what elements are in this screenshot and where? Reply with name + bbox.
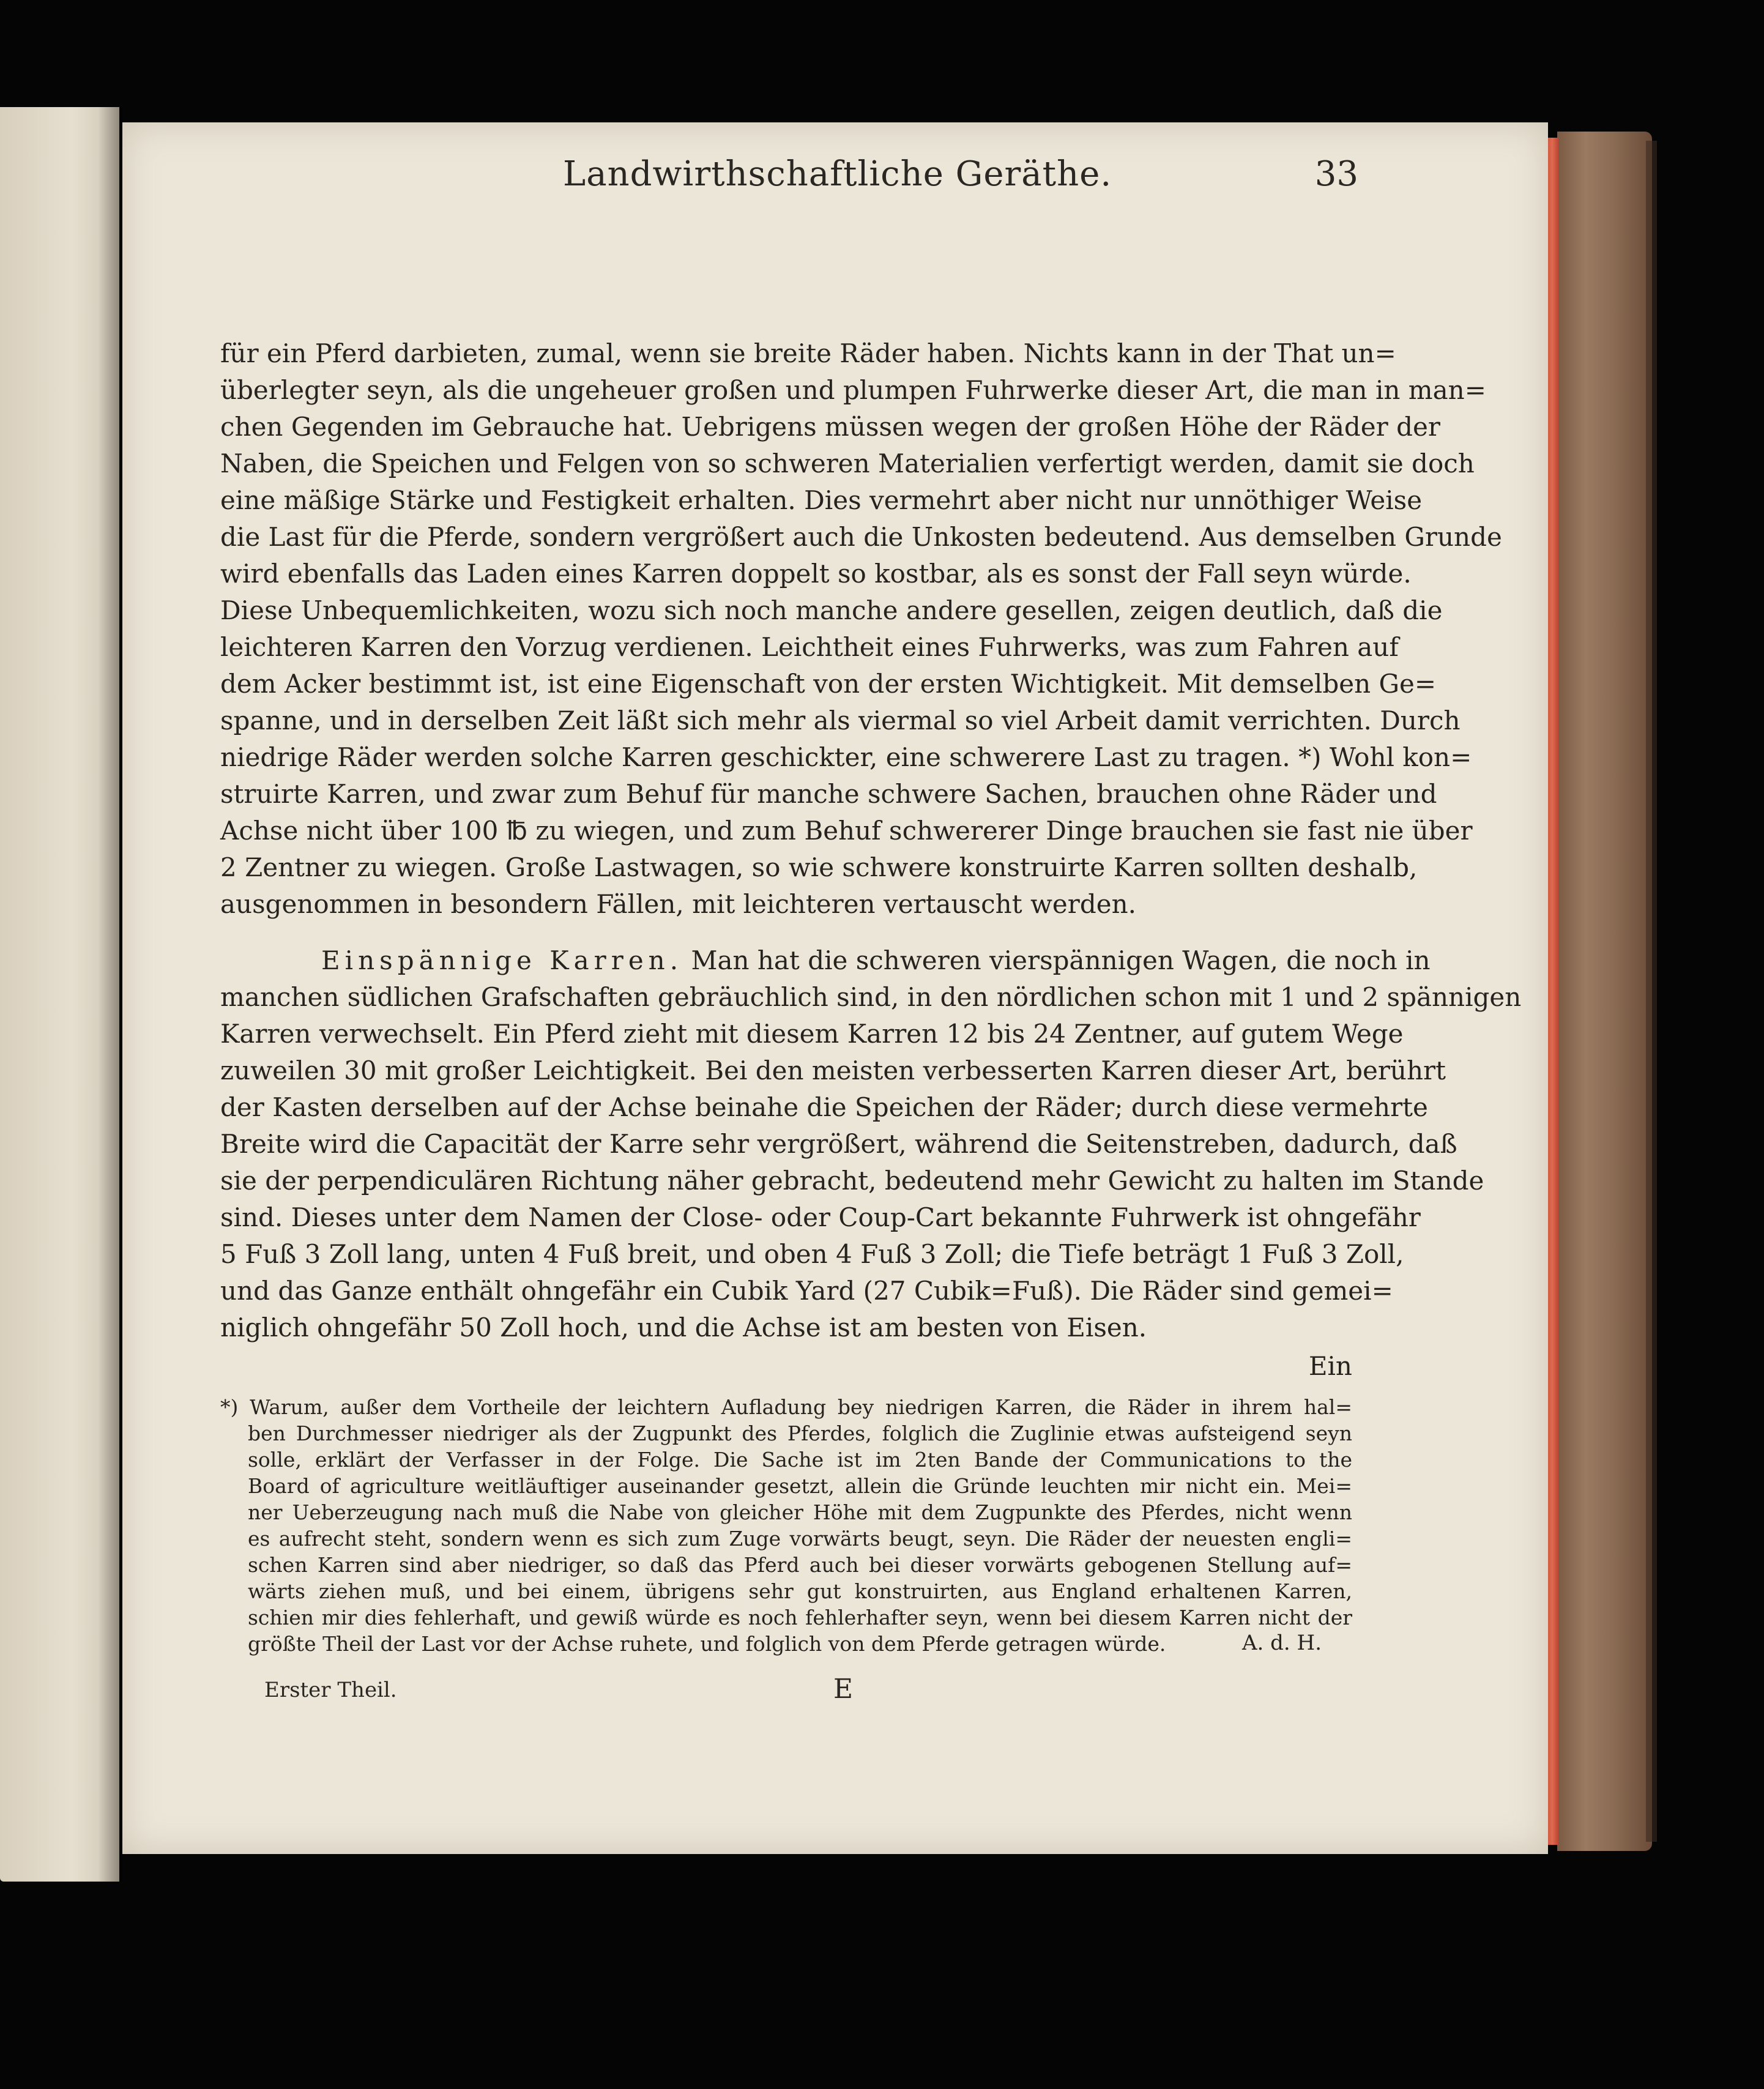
text-line: spanne, und in derselben Zeit läßt sich mehr als viermal so viel Arbeit damit verrichten. Durch — [220, 706, 1461, 735]
footnote-line: solle, erklärt der Verfasser in der Folge. Die Sache ist im 2ten Bande der Communications to the — [248, 1448, 1352, 1472]
text-line: wird ebenfalls das Laden eines Karren doppelt so kostbar, als es sonst der Fall seyn würde. — [220, 559, 1412, 589]
text-line: ausgenommen in besondern Fällen, mit leichteren vertauscht werden. — [220, 889, 1136, 919]
binding-edge — [1646, 141, 1657, 1842]
text-line: und das Ganze enthält ohngefähr ein Cubik Yard (27 Cubik=Fuß). Die Räder sind gemei= — [220, 1276, 1393, 1306]
text-line: 2 Zentner zu wiegen. Große Lastwagen, so wie schwere konstruirte Karren sollten deshalb, — [220, 852, 1418, 882]
red-page-edge — [1546, 138, 1558, 1845]
footnote-line: *) Warum, außer dem Vortheile der leichtern Aufladung bey niedrigen Karren, die Räder in ihrem hal= — [220, 1395, 1352, 1419]
text-line: sie der perpendiculären Richtung näher gebracht, bedeutend mehr Gewicht zu halten im Stande — [220, 1166, 1484, 1196]
text-line: der Kasten derselben auf der Achse beinahe die Speichen der Räder; durch diese vermehrte — [220, 1092, 1428, 1122]
text-run: Man hat die schweren vierspännigen Wagen, die noch in — [691, 945, 1431, 975]
book-binding — [1557, 132, 1652, 1851]
text-line: niedrige Räder werden solche Karren geschickter, eine schwerere Last zu tragen. *) Wohl kon= — [220, 742, 1472, 772]
text-line: überlegter seyn, als die ungeheuer großen und plumpen Fuhrwerke dieser Art, die man in man= — [220, 375, 1486, 405]
footnote — [220, 1394, 1352, 1657]
gutter-shadow — [98, 107, 122, 1882]
text-line: Achse nicht über 100 ℔ zu wiegen, und zum Behuf schwererer Dinge brauchen sie fast nie über — [220, 816, 1473, 846]
text-line: 5 Fuß 3 Zoll lang, unten 4 Fuß breit, und oben 4 Fuß 3 Zoll; die Tiefe beträgt 1 Fuß 3 Zoll, — [220, 1239, 1404, 1269]
main-text — [220, 335, 1522, 1346]
text-line: struirte Karren, und zwar zum Behuf für manche schwere Sachen, brauchen ohne Räder und — [220, 779, 1437, 809]
text-line: niglich ohngefähr 50 Zoll hoch, und die Achse ist am besten von Eisen. — [220, 1313, 1147, 1342]
footnote-line: es aufrecht steht, sondern wenn es sich zum Zuge vorwärts beugt, seyn. Die Räder der neuesten engli= — [248, 1527, 1352, 1551]
text-line: chen Gegenden im Gebrauche hat. Uebrigens müssen wegen der großen Höhe der Räder der — [220, 412, 1440, 442]
volume-label: Erster Theil. — [264, 1678, 397, 1702]
footnote-line: schen Karren sind aber niedriger, so daß das Pferd auch bei dieser vorwärts gebogenen Stellung auf= — [248, 1553, 1352, 1577]
signature-mark: E — [833, 1674, 854, 1705]
footnote-line: schien mir dies fehlerhaft, und gewiß würde es noch fehlerhafter seyn, wenn bei diesem Karren nicht der — [248, 1606, 1352, 1629]
footnote-line: wärts ziehen muß, und bei einem, übrigens sehr gut konstruirten, aus England erhaltenen Karren, — [248, 1579, 1352, 1603]
text-line: Breite wird die Capacität der Karre sehr vergrößert, während die Seitenstreben, dadurch, daß — [220, 1129, 1457, 1159]
footnote-line: größte Theil der Last vor der Achse ruhete, und folglich von dem Pferde getragen würde. — [248, 1632, 1166, 1656]
text-line: Naben, die Speichen und Felgen von so schweren Materialien verfertigt werden, damit sie doch — [220, 449, 1475, 478]
text-line: zuweilen 30 mit großer Leichtigkeit. Bei den meisten verbesserten Karren dieser Art, berührt — [220, 1056, 1446, 1085]
text-line: dem Acker bestimmt ist, ist eine Eigenschaft von der ersten Wichtigkeit. Mit demselben Ge= — [220, 669, 1437, 699]
section-first-line — [220, 942, 1431, 979]
catchword: Ein — [1308, 1351, 1352, 1381]
text-line: für ein Pferd darbieten, zumal, wenn sie breite Räder haben. Nichts kann in der That un= — [220, 338, 1396, 368]
text-line: Karren verwechselt. Ein Pferd zieht mit diesem Karren 12 bis 24 Zentner, auf gutem Wege — [220, 1019, 1404, 1049]
section-heading: Einspännige Karren. — [321, 945, 683, 975]
page-number: 33 — [1314, 154, 1358, 194]
text-line: Diese Unbequemlichkeiten, wozu sich noch manche andere gesellen, zeigen deutlich, daß die — [220, 595, 1443, 625]
footnote-line: ner Ueberzeugung nach muß die Nabe von gleicher Höhe mit dem Zugpunkte des Pferdes, nicht wenn — [248, 1500, 1352, 1524]
running-head: Landwirthschaftliche Geräthe. — [563, 154, 1112, 194]
footnote-line: Board of agriculture weitläuftiger auseinander gesetzt, allein die Gründe leuchten mir nicht ein. Mei= — [248, 1474, 1352, 1498]
text-line: leichteren Karren den Vorzug verdienen. Leichtheit eines Fuhrwerks, was zum Fahren auf — [220, 632, 1399, 662]
text-line: sind. Dieses unter dem Namen der Close- oder Coup-Cart bekannte Fuhrwerk ist ohngefähr — [220, 1202, 1421, 1232]
text-line: die Last für die Pferde, sondern vergrößert auch die Unkosten bedeutend. Aus demselben Grunde — [220, 522, 1502, 552]
footnote-line: ben Durchmesser niedriger als der Zugpunkt des Pferdes, folglich die Zuglinie etwas aufsteigend seyn — [248, 1421, 1352, 1445]
footnote-signature: A. d. H. — [1242, 1631, 1322, 1655]
text-line: manchen südlichen Grafschaften gebräuchlich sind, in den nördlichen schon mit 1 und 2 spännigen — [220, 982, 1522, 1012]
text-line: eine mäßige Stärke und Festigkeit erhalten. Dies vermehrt aber nicht nur unnöthiger Weise — [220, 485, 1423, 515]
